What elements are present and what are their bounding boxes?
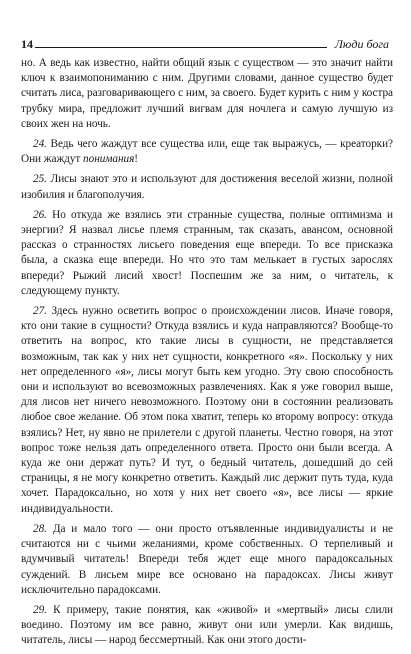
emphasized-word: понимания (83, 153, 135, 166)
paragraph-number: 24. (33, 138, 47, 151)
paragraph-text: Ведь чего жаждут все существа или, еще так выражусь, — креаторки? Они жаждут (21, 138, 393, 166)
paragraph-text: К примеру, такие понятия, как «живой» и «мертвый» лисы слили воедино. Поэтому им все равно, живут они или умерли. Как видишь, читатель, лисы — народ бессмертный. Как они этого дости- (21, 603, 394, 647)
running-title: Люди бога (334, 37, 389, 51)
header-rule (35, 47, 327, 48)
paragraph-number: 26. (33, 208, 47, 221)
paragraph-number: 28. (33, 522, 47, 535)
paragraph-25 (21, 172, 393, 202)
paragraph-text: Но откуда же взялись эти странные существа, полные оптимизма и энергии? Я назвал лисье племя странным, так сказать, авансом, основной рассказ о странностях лисьего поведения еще впереди. То все присказка была, а сказка еще впереди. Но что это там мелькает в густых зарослях впереди? Рыжий лисий хвост! Поспешим же за ним, о читатель, к следующему пункту. (21, 208, 393, 297)
paragraph-number: 29. (33, 603, 47, 616)
paragraph-tail: ! (134, 153, 138, 166)
paragraph-29 (21, 603, 393, 649)
paragraph-text: Лисы знают это и используют для достижения веселой жизни, полной изобилия и благополучия. (21, 173, 394, 201)
paragraph-continuation (21, 56, 393, 132)
paragraph-number: 25. (33, 173, 47, 186)
paragraph-number: 27. (33, 305, 47, 318)
paragraph-24 (21, 137, 393, 167)
page-body (21, 56, 393, 654)
page-header (21, 37, 391, 55)
paragraph-28 (21, 522, 393, 598)
paragraph-text: Здесь нужно осветить вопрос о происхождении лисов. Иначе говоря, кто они такие в сущности? Откуда взялись и куда направляются? Вообще-то ответить на вопрос, кто такие лисы в сущности, не представляется возможным, так как у них нет сущности, конкретного «я». Поскольку у них нет определенного «я», лисы могут быть кем угодно. Эту свою способность они и используют во всевозможных развлечениях. Как я уже говорил выше, для лисов нет ничего невозможного. Поэтому они в состоянии реализовать любое свое желание. Об этом пока хватит, теперь ко второму вопросу: откуда взялись? Нет, ну явно не прилетели с другой планеты. Честно говоря, на этот вопрос тоже нельзя дать определенного ответа. Просто они были всегда. А куда же они держат путь? И тут, о бедный читатель, дошедший до сей страницы, я не могу конкретно ответить. Каждый лис держит путь туда, куда хочет. Парадоксально, но хотя у них нет своего «я», все лисы — яркие индивидуальности. (21, 305, 393, 515)
paragraph-text: но. А ведь как известно, найти общий язык с существом — это значит найти ключ к взаимопониманию с ним. Другими словами, данное существо будет считать лиса, разговаривающего с ним, за своего. Будет курить с ним у костра трубку мира, предложит лучший вигвам для ночлега и самую лучшую из своих жен на ночь. (21, 57, 393, 130)
paragraph-text: Да и мало того — они просто отъявленные индивидуалисты и не считаются ни с чьими желаниями, кроме собственных. О терпеливый и вдумчивый читатель! Впереди тебя ждет еще много парадоксальных суждений. В лисьем мире все основано на парадоксах. Лисы живут исключительно парадоксами. (21, 522, 393, 596)
paragraph-26 (21, 208, 393, 299)
page-number: 14 (21, 37, 33, 51)
paragraph-27 (21, 304, 393, 517)
